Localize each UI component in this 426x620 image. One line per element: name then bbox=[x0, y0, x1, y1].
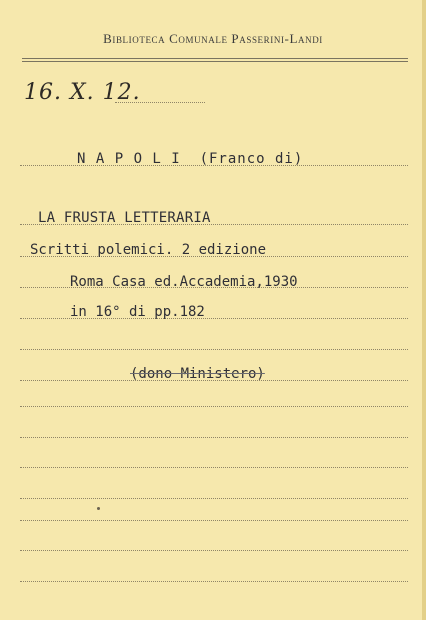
book-subtitle: Scritti polemici. 2 edizione bbox=[30, 242, 267, 258]
dotted-line bbox=[20, 550, 408, 551]
book-title: LA FRUSTA LETTERARIA bbox=[38, 210, 211, 226]
author-line: N A P O L I (Franco di) bbox=[77, 151, 304, 167]
dotted-line bbox=[20, 349, 408, 350]
paper-speck bbox=[97, 507, 100, 510]
header-rule-top bbox=[22, 58, 408, 59]
dotted-line bbox=[20, 520, 408, 521]
card-edge bbox=[422, 0, 426, 620]
dotted-line bbox=[20, 406, 408, 407]
handwritten-date: 16. X. 12. bbox=[24, 80, 141, 105]
format-line: in 16° di pp.182 bbox=[70, 304, 205, 320]
donation-note: (dono Ministero) bbox=[130, 366, 265, 382]
dotted-line bbox=[20, 581, 408, 582]
dotted-line bbox=[20, 437, 408, 438]
dotted-line bbox=[20, 498, 408, 499]
dotted-line bbox=[20, 467, 408, 468]
dotted-line bbox=[115, 102, 205, 103]
library-header: Biblioteca Comunale Passerini-Landi bbox=[103, 31, 323, 46]
header-rule-bottom bbox=[22, 61, 408, 62]
publisher-line: Roma Casa ed.Accademia,1930 bbox=[70, 274, 298, 290]
